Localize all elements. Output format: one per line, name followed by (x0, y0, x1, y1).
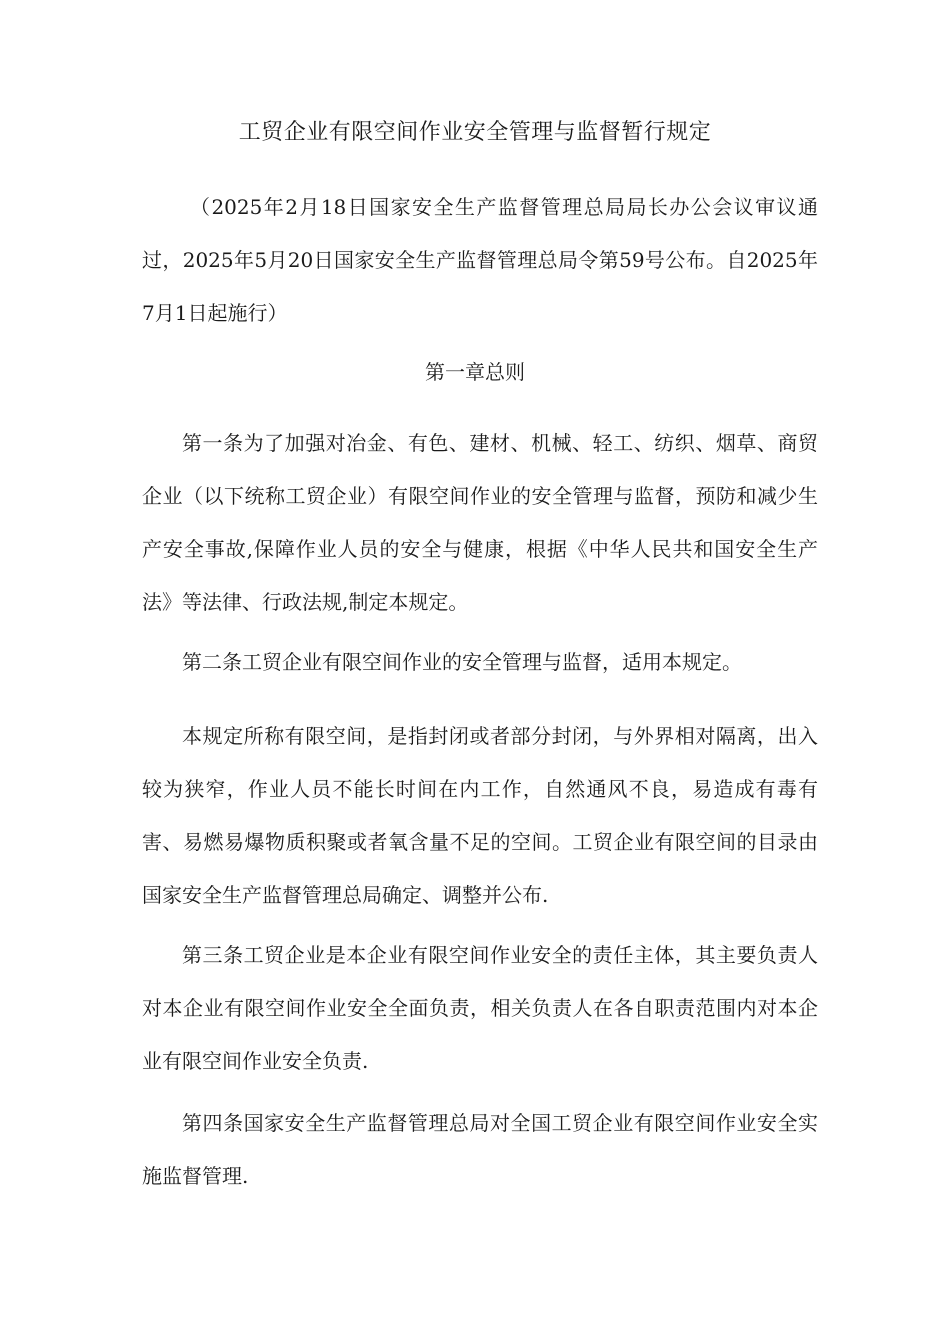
article-1-paragraph: 第一条为了加强对冶金、有色、建材、机械、轻工、纺织、烟草、商贸企业（以下统称工贸企业）有限空间作业的安全管理与监督，预防和减少生产安全事故,保障作业人员的安全与健康，根据《中华人民共和国安全生产法》等法律、行政法规,制定本规定。 (142, 431, 818, 614)
definition-paragraph: 本规定所称有限空间，是指封闭或者部分封闭，与外界相对隔离，出入较为狭窄，作业人员不能长时间在内工作，自然通风不良，易造成有毒有害、易燃易爆物质积聚或者氧含量不足的空间。工贸企业有限空间的目录由国家安全生产监督管理总局确定、调整并公布. (142, 724, 818, 907)
document-title: 工贸企业有限空间作业安全管理与监督暂行规定 (238, 120, 712, 145)
article-4-paragraph: 第四条国家安全生产监督管理总局对全国工贸企业有限空间作业安全实施监督管理. (142, 1111, 818, 1188)
article-3-paragraph: 第三条工贸企业是本企业有限空间作业安全的责任主体，其主要负责人对本企业有限空间作业安全全面负责，相关负责人在各自职责范围内对本企业有限空间作业安全负责. (142, 943, 818, 1073)
document-subtitle: （2025年2月18日国家安全生产监督管理总局局长办公会议审议通过，2025年5月20日国家安全生产监督管理总局令第59号公布。自2025年7月1日起施行） (142, 195, 818, 325)
article-2-paragraph: 第二条工贸企业有限空间作业的安全管理与监督，适用本规定。 (182, 650, 742, 674)
chapter-heading: 第一章总则 (425, 360, 525, 384)
